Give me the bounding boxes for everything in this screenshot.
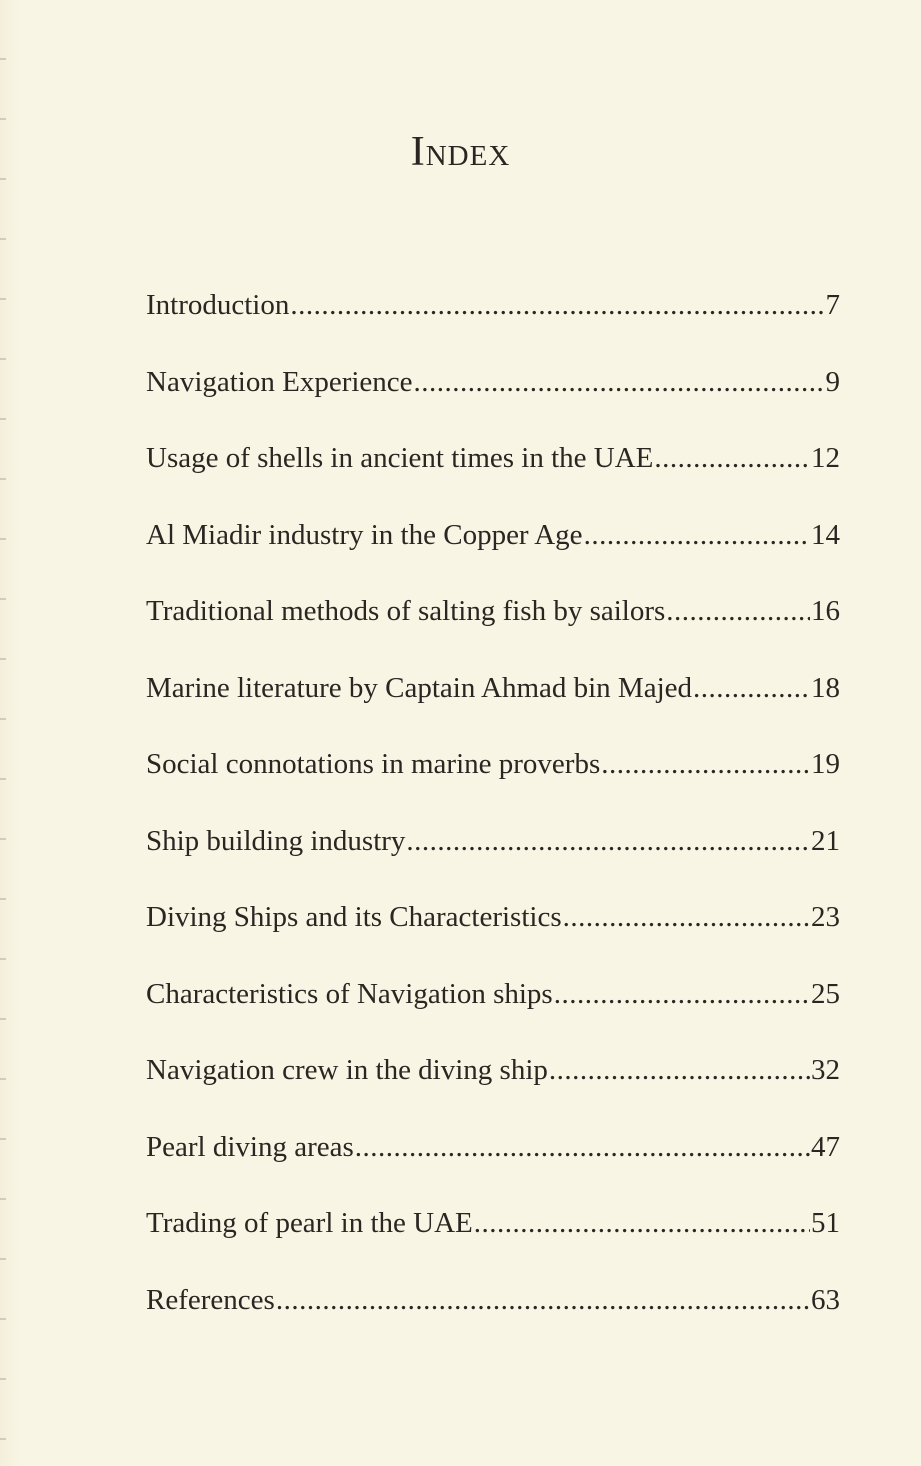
toc-entry-page: 21	[811, 824, 840, 857]
toc-entry	[146, 362, 840, 439]
dot-leader	[654, 438, 810, 478]
toc-entry-page: 51	[811, 1207, 840, 1239]
dot-leader	[563, 897, 810, 937]
toc-entry-page: 25	[811, 977, 840, 1010]
toc-entry	[146, 974, 840, 1051]
toc-entry	[146, 515, 840, 592]
toc-entry	[146, 1203, 840, 1280]
dot-leader	[406, 821, 810, 861]
toc-entry-page: 32	[811, 1054, 840, 1086]
toc-entry	[146, 1050, 840, 1127]
page-edge	[0, 0, 6, 1466]
table-of-contents	[146, 285, 840, 1356]
toc-entry-label: Al Miadir industry in the Copper Age	[146, 518, 583, 551]
toc-entry	[146, 744, 840, 821]
toc-entry	[146, 285, 840, 362]
toc-entry	[146, 438, 840, 515]
toc-entry-page: 18	[811, 671, 840, 704]
toc-entry-label: Ship building industry	[146, 824, 406, 857]
toc-entry-page: 7	[825, 289, 840, 321]
toc-entry-label: Pearl diving areas	[146, 1130, 354, 1163]
toc-entry-label: Trading of pearl in the UAE	[146, 1207, 473, 1239]
toc-entry-page: 47	[811, 1130, 840, 1163]
dot-leader	[276, 1280, 810, 1320]
toc-entry	[146, 591, 840, 668]
toc-entry-label: Introduction	[146, 289, 290, 321]
dot-leader	[290, 285, 824, 325]
page-title: Index	[410, 129, 511, 175]
toc-entry	[146, 821, 840, 898]
toc-entry-label: References	[146, 1283, 275, 1316]
dot-leader	[584, 515, 810, 555]
toc-entry-label: Social connotations in marine proverbs	[146, 748, 601, 780]
dot-leader	[414, 362, 825, 402]
toc-entry-label: Navigation Experience	[146, 365, 413, 398]
toc-entry	[146, 1127, 840, 1204]
toc-entry-page: 19	[811, 748, 840, 780]
toc-entry-page: 23	[811, 901, 840, 933]
toc-entry	[146, 668, 840, 745]
toc-entry-label: Characteristics of Navigation ships	[146, 977, 553, 1010]
toc-entry-page: 9	[825, 365, 840, 398]
toc-entry-page: 16	[811, 595, 840, 627]
toc-entry-label: Diving Ships and its Characteristics	[146, 901, 562, 933]
dot-leader	[355, 1127, 810, 1167]
toc-entry-page: 63	[811, 1283, 840, 1316]
toc-entry-label: Usage of shells in ancient times in the UAE	[146, 442, 654, 474]
toc-entry	[146, 1280, 840, 1357]
dot-leader	[693, 668, 810, 708]
toc-entry-label: Traditional methods of salting fish by sailors	[146, 595, 666, 627]
dot-leader	[554, 974, 810, 1014]
toc-entry-label: Navigation crew in the diving ship	[146, 1054, 548, 1086]
dot-leader	[474, 1203, 810, 1243]
toc-entry-page: 12	[811, 442, 840, 474]
toc-entry	[146, 897, 840, 974]
toc-entry-page: 14	[811, 518, 840, 551]
dot-leader	[601, 744, 810, 784]
dot-leader	[549, 1050, 810, 1090]
toc-entry-label: Marine literature by Captain Ahmad bin Majed	[146, 671, 693, 704]
dot-leader	[666, 591, 810, 631]
